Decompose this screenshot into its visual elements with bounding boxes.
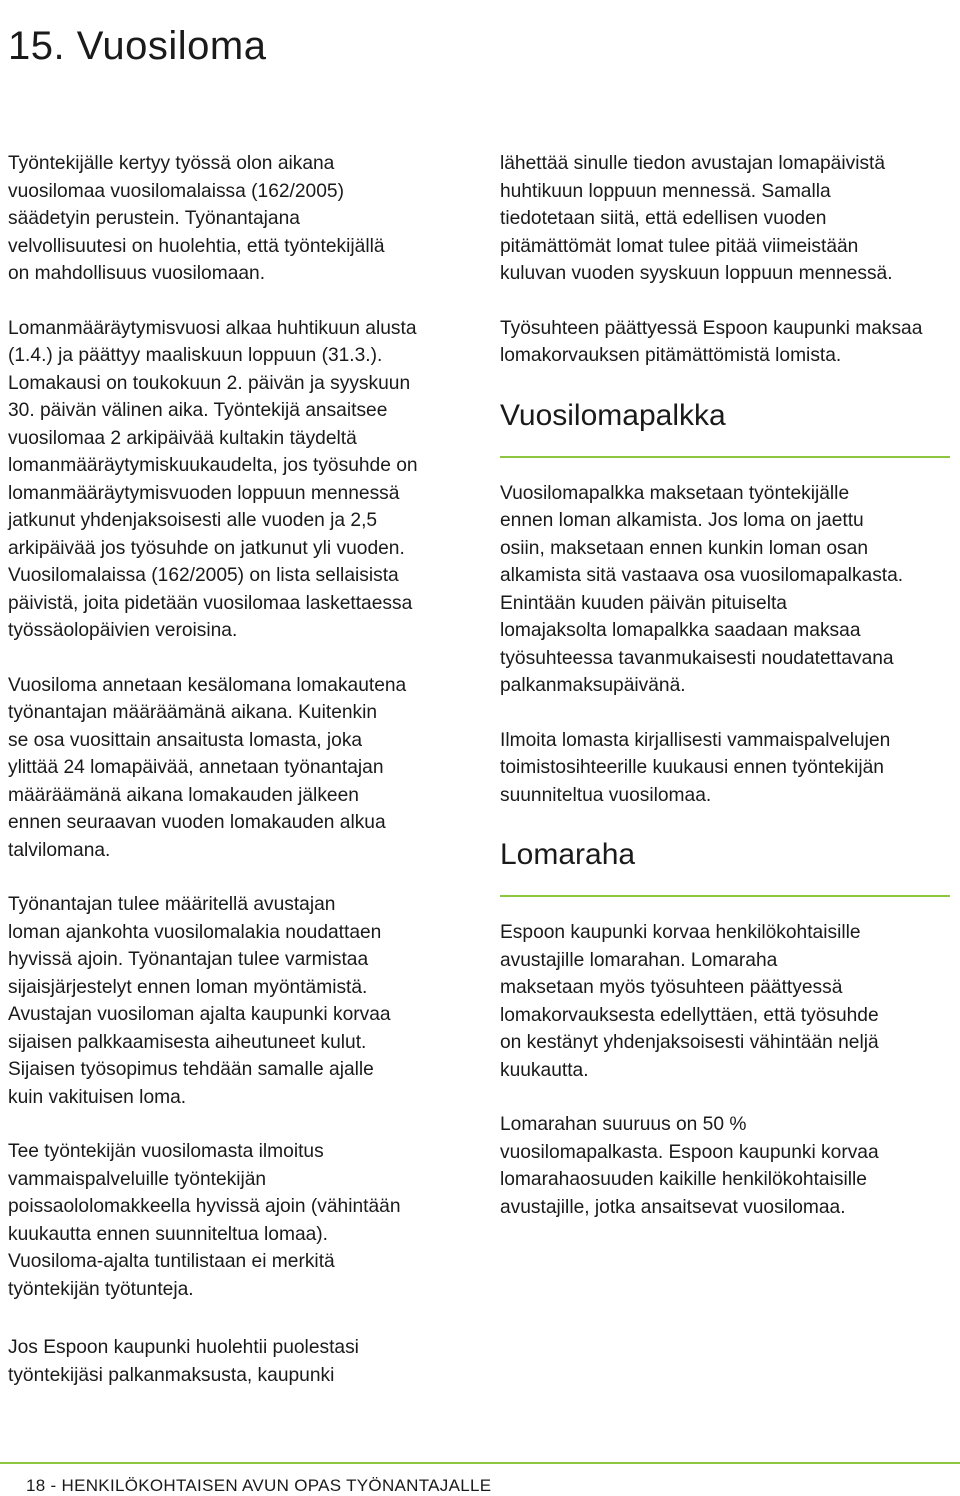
- section-divider: [500, 895, 950, 897]
- section-heading-vuosilomapalkka: Vuosilomapalkka: [500, 398, 726, 432]
- paragraph: Espoon kaupunki korvaa henkilökohtaisille avustajille lomarahan. Lomaraha maksetaan myös työsuhteen päättyessä lomakorvauksesta edellyttäen, että työsuhde on kestänyt yhdenjaksoisesti vähintään neljä kuukautta.: [500, 922, 879, 1081]
- paragraph: Vuosiloma annetaan kesälomana lomakautena työnantajan määräämänä aikana. Kuitenkin se osa vuosittain ansaitusta lomasta, joka ylittää 24 lomapäivää, annetaan työnantajan määräämänä aikana lomakauden jälkeen ennen seuraavan vuoden lomakauden alkua talvilomana.: [8, 674, 407, 861]
- paragraph: lähettää sinulle tiedon avustajan lomapäivistä huhtikuun loppuun mennessä. Samalla tiedotetaan siitä, että edellisen vuoden pitämättömät lomat tulee pitää viimeistään kuluvan vuoden syyskuun loppuun mennessä.: [500, 153, 893, 284]
- right-column: [500, 150, 960, 1248]
- page-title: 15. Vuosiloma: [8, 24, 267, 68]
- section-heading-lomaraha: Lomaraha: [500, 838, 636, 871]
- paragraph: Lomanmääräytymisvuosi alkaa huhtikuun alusta (1.4.) ja päättyy maaliskuun loppuun (31.3.). Lomakausi on toukokuun 2. päivän ja syyskuun 30. päivän välinen aika. Työntekijä ansaitsee vuosilomaa 2 arkipäivää kultakin täydeltä lomanmääräytymiskuukaudelta, jos työsuhde on lomanmääräytymisvuoden loppuun mennessä jatkunut yhdenjaksoisesti alle vuoden ja 2,5 arkipäivää jos työsuhde on jatkunut yli vuoden. Vuosilomalaissa (162/2005) on lista sellaisista päivistä, joita pidetään vuosilomaa laskettaessa työssäolopäivien veroisina.: [8, 317, 418, 641]
- paragraph: Vuosilomapalkka maksetaan työntekijälle ennen loman alkamista. Jos loma on jaettu osiin, maksetaan ennen kunkin loman osan alkamista sitä vastaava osa vuosilomapalkasta. Enintään kuuden päivän pituiselta lomajaksolta lomapalkka saadaan maksaa työsuhteessa tavanmukaisesti noudatettavana palkanmaksupäivänä.: [500, 482, 904, 696]
- footer-divider: [0, 1462, 960, 1464]
- paragraph: Työnantajan tulee määritellä avustajan loman ajankohta vuosilomalakia noudattaen hyvissä ajoin. Työnantajan tulee varmistaa sijaisjärjestelyt ennen loman myöntämistä. Avustajan vuosiloman ajalta kaupunki korvaa sijaisen palkkaamisesta aiheutuneet kulut. Sijaisen työsopimus tehdään samalle ajalle kuin vakituisen loma.: [8, 894, 391, 1108]
- paragraph: Työsuhteen päättyessä Espoon kaupunki maksaa lomakorvauksen pitämättömistä lomista.: [500, 317, 923, 366]
- paragraph: Ilmoita lomasta kirjallisesti vammaispalvelujen toimistosihteerille kuukausi ennen työntekijän suunniteltua vuosilomaa.: [500, 729, 891, 806]
- paragraph: Työntekijälle kertyy työssä olon aikana vuosilomaa vuosilomalaissa (162/2005) säädetyin perustein. Työnantajana velvollisuutesi on huolehtia, että työntekijällä on mahdollisuus vuosilomaan.: [8, 153, 385, 284]
- paragraph: Lomarahan suuruus on 50 % vuosilomapalkasta. Espoon kaupunki korvaa lomarahaosuuden kaikille henkilökohtaisille avustajille, jotka ansaitsevat vuosilomaa.: [500, 1114, 879, 1218]
- paragraph: Jos Espoon kaupunki huolehtii puolestasi työntekijäsi palkanmaksusta, kaupunki: [8, 1337, 359, 1386]
- left-column: [8, 150, 468, 1330]
- footer-page-label: 18 - HENKILÖKOHTAISEN AVUN OPAS TYÖNANTAJALLE: [26, 1476, 492, 1495]
- section-divider: [500, 456, 950, 458]
- paragraph: Tee työntekijän vuosilomasta ilmoitus vammaispalveluille työntekijän poissaololomakkeella hyvissä ajoin (vähintään kuukautta ennen suunniteltua lomaa). Vuosiloma-ajalta tuntilistaan ei merkitä työntekijän työtunteja.: [8, 1141, 401, 1300]
